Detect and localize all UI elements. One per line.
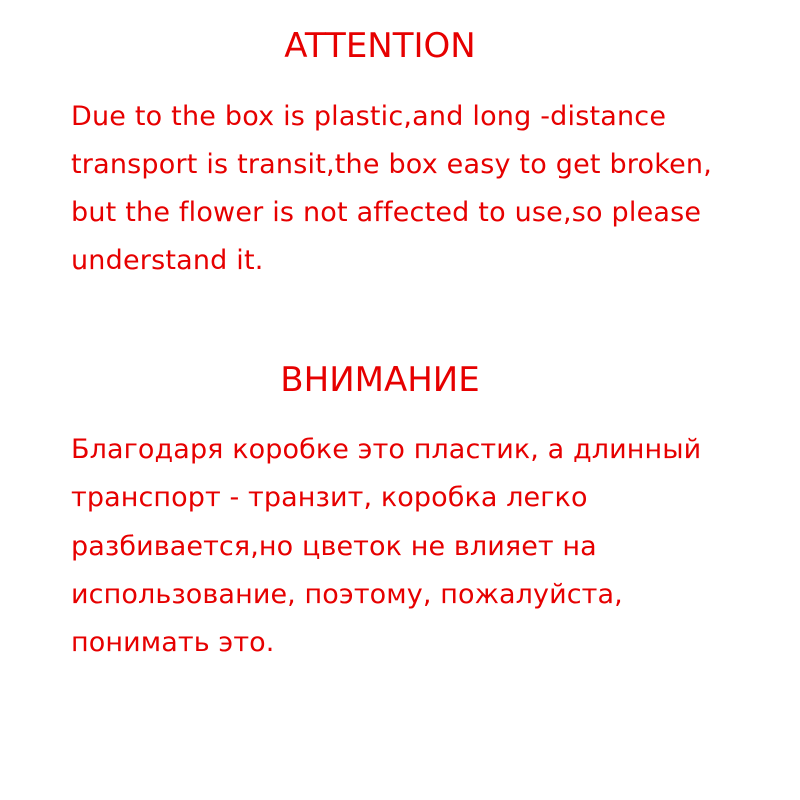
russian-line-1: Благодаря коробке это пластик, а длинный	[71, 434, 702, 465]
english-line-2: transport is transit,the box easy to get broken,	[71, 149, 712, 180]
russian-line-5: понимать это.	[71, 627, 275, 658]
english-line-1: Due to the box is plastic,and long -distance	[71, 101, 667, 132]
russian-heading: ВНИМАНИЕ	[280, 360, 480, 400]
russian-line-2: транспорт - транзит, коробка легко	[71, 482, 588, 513]
english-line-3: but the flower is not affected to use,so please	[71, 197, 702, 228]
english-heading: ATTENTION	[284, 26, 476, 66]
english-line-4: understand it.	[71, 245, 264, 276]
russian-line-4: использование, поэтому, пожалуйста,	[71, 579, 623, 610]
russian-line-3: разбивается,но цветок не влияет на	[71, 531, 597, 562]
